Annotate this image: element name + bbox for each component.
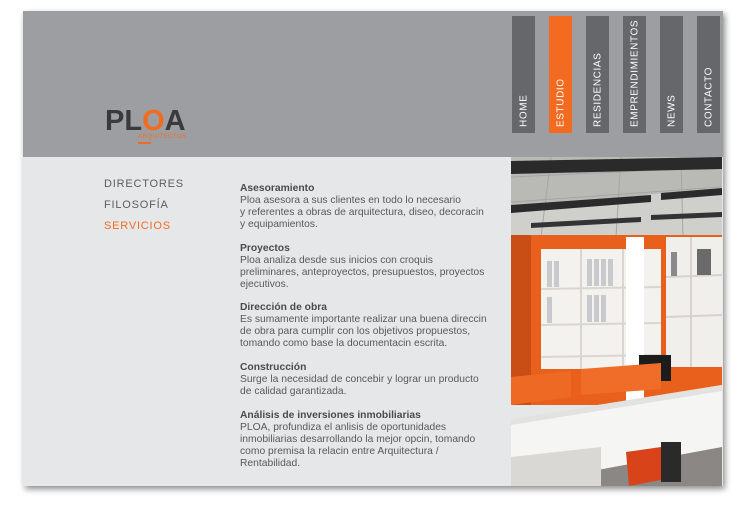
service-title: Dirección de obra xyxy=(240,302,327,314)
nav-item-label: EMPRENDIMIENTOS xyxy=(629,19,640,127)
service-body: Ploa asesora a sus clientes en todo lo necesario y referentes a obras de arquitectura, diseo, decoracin y equipamientos. xyxy=(240,195,484,230)
nav-item-home[interactable] xyxy=(512,16,535,133)
nav-item-label: HOME xyxy=(518,94,529,127)
service-body: Surge la necesidad de concebir y lograr un producto de calidad garantizada. xyxy=(240,374,479,398)
nav-item-label: NEWS xyxy=(666,94,677,127)
logo-underline xyxy=(138,142,151,144)
service-title: Análisis de inversiones inmobiliarias xyxy=(240,409,421,421)
service-body: Ploa analiza desde sus inicios con croquis preliminares, anteproyectos, presupuestos, proyectos ejecutivos. xyxy=(240,254,485,290)
service-section xyxy=(240,183,500,231)
sidebar-item-directores[interactable]: DIRECTORES xyxy=(104,178,184,190)
service-section xyxy=(240,302,500,350)
nav-item-label: RESIDENCIAS xyxy=(592,52,603,127)
nav-item-emprendimientos[interactable] xyxy=(623,16,646,133)
service-section xyxy=(240,243,500,291)
service-section xyxy=(240,362,500,398)
nav-item-news[interactable] xyxy=(660,16,683,133)
sidebar-item-servicios[interactable]: SERVICIOS xyxy=(104,220,171,232)
sidebar-item-filosofia[interactable]: FILOSOFÍA xyxy=(104,199,169,211)
services-content xyxy=(240,183,500,482)
nav-item-label: ESTUDIO xyxy=(555,78,566,127)
service-section xyxy=(240,410,500,470)
service-title: Asesoramiento xyxy=(240,183,315,194)
office-photo xyxy=(511,157,722,486)
logo[interactable] xyxy=(105,107,215,147)
logo-wordmark: PLOA xyxy=(105,105,186,137)
service-title: Proyectos xyxy=(240,242,290,254)
service-title: Construcción xyxy=(240,362,307,374)
service-body: Es sumamente importante realizar una buena direccin de obra para cumplir con los objetivos propuestos, tomando como base la documentacin escrita. xyxy=(240,314,487,350)
logo-subtitle: ARQUITECTOS xyxy=(138,134,187,140)
header xyxy=(23,11,723,157)
nav-item-label: CONTACTO xyxy=(703,67,714,127)
nav-item-contacto[interactable] xyxy=(697,16,720,133)
sidebar-menu xyxy=(104,178,184,241)
nav-item-estudio[interactable] xyxy=(549,16,572,133)
service-body: PLOA, profundiza el anlisis de oportunidades inmobiliarias desarrollando la mejor opcin, tomando como premisa la relacin entre Arquitectura / Rentabilidad. xyxy=(240,421,476,469)
page-frame xyxy=(23,11,723,486)
nav-item-residencias[interactable] xyxy=(586,16,609,133)
